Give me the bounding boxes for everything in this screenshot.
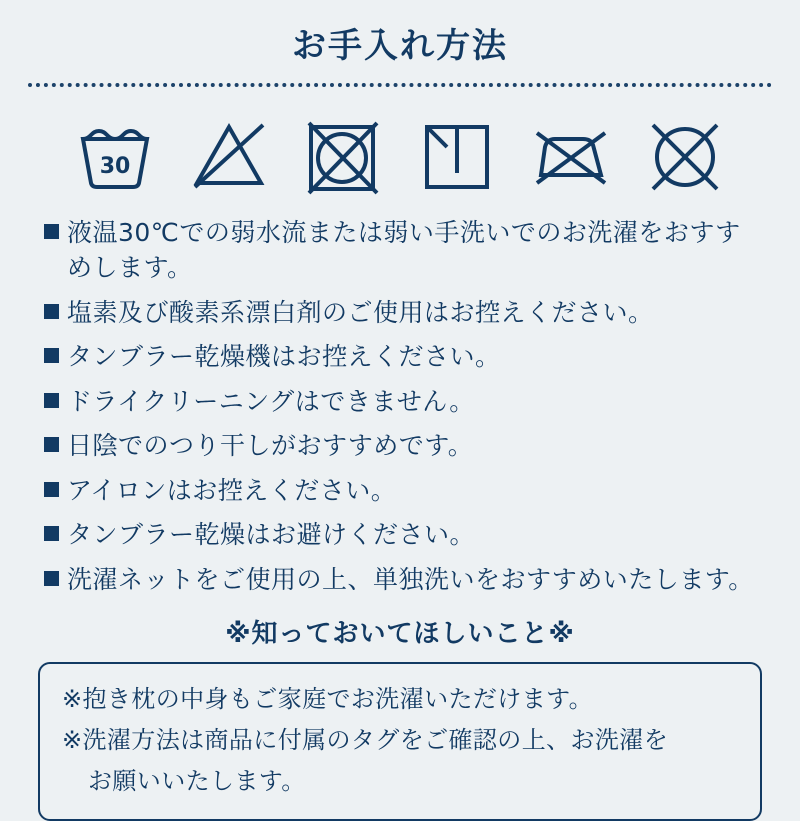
square-bullet-icon (44, 393, 59, 408)
care-item-text: 液温30℃での弱水流または弱い手洗いでのお洗濯をおすすめします。 (67, 217, 741, 283)
note-line: ※抱き枕の中身もご家庭でお洗濯いただけます。 (62, 685, 593, 714)
do-not-dry-clean-symbol (643, 113, 727, 197)
care-item-text: アイロンはお控えください。 (67, 475, 397, 505)
care-item-text: 塩素及び酸素系漂白剤のご使用はお控えください。 (67, 297, 654, 327)
no-tumble-dry-symbol (301, 113, 385, 197)
list-item (44, 473, 756, 509)
notes-subheading: ※知っておいてほしいこと※ (225, 619, 575, 650)
square-bullet-icon (44, 224, 59, 239)
care-item-text: 日陰でのつり干しがおすすめです。 (67, 431, 474, 461)
square-bullet-icon (44, 526, 59, 541)
do-not-iron-symbol (529, 113, 613, 197)
line-dry-in-shade-symbol (415, 113, 499, 197)
care-item-text: 洗濯ネットをご使用の上、単独洗いをおすすめいたします。 (67, 564, 754, 594)
care-item-text: タンブラー乾燥機はお控えください。 (67, 342, 501, 372)
list-item (44, 562, 756, 598)
list-item (44, 517, 756, 553)
square-bullet-icon (44, 348, 59, 363)
wash-30-symbol (73, 113, 157, 197)
care-symbols-row (0, 109, 800, 201)
list-item (44, 215, 756, 286)
no-chlorine-bleach-symbol (187, 113, 271, 197)
square-bullet-icon (44, 304, 59, 319)
wash-temperature-label: 30 (99, 153, 131, 179)
square-bullet-icon (44, 437, 59, 452)
list-item (44, 295, 756, 331)
list-item (44, 428, 756, 464)
list-item (44, 339, 756, 375)
square-bullet-icon (44, 482, 59, 497)
square-bullet-icon (44, 571, 59, 586)
page-title: お手入れ方法 (292, 26, 508, 66)
care-instruction-list (44, 215, 756, 598)
note-line: お願いいたします。 (88, 766, 306, 795)
care-item-text: タンブラー乾燥はお避けください。 (67, 520, 476, 550)
dotted-divider (28, 83, 772, 87)
note-line: ※洗濯方法は商品に付属のタグをご確認の上、お洗濯を (62, 726, 669, 755)
notes-box (38, 662, 762, 820)
list-item (44, 384, 756, 420)
care-item-text: ドライクリーニングはできません。 (67, 386, 475, 416)
